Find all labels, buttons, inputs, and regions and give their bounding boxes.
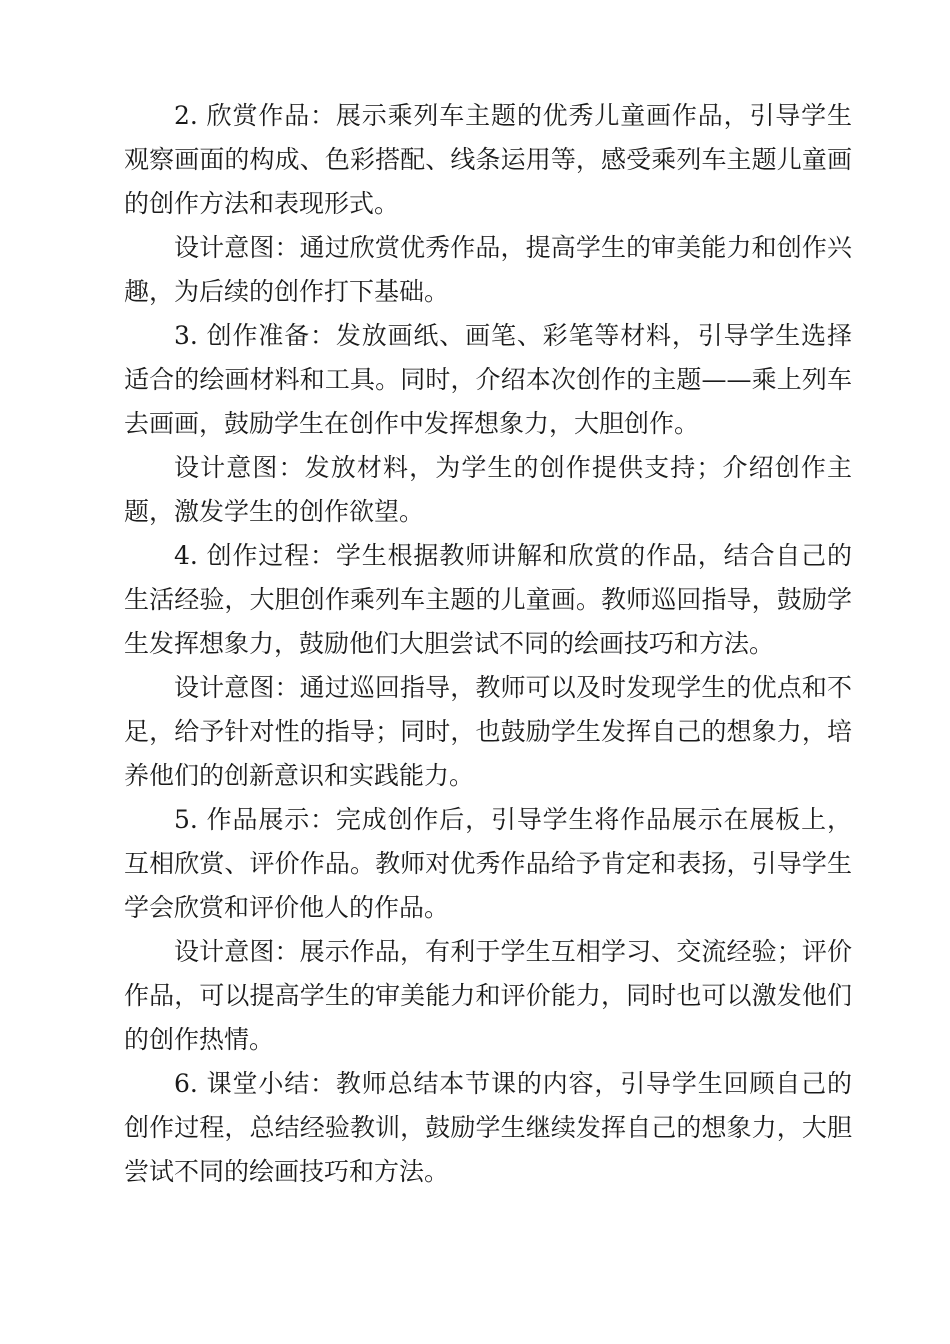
paragraph-design-intent: 设计意图：通过巡回指导，教师可以及时发现学生的优点和不足，给予针对性的指导；同时，也鼓励学生发挥自己的想象力，培养他们的创新意识和实践能力。 xyxy=(124,673,852,790)
paragraph-work-display: 5. 作品展示：完成创作后，引导学生将作品展示在展板上，互相欣赏、评价作品。教师对优秀作品给予肯定和表扬，引导学生学会欣赏和评价他人的作品。 xyxy=(124,805,852,922)
paragraph-design-intent: 设计意图：通过欣赏优秀作品，提高学生的审美能力和创作兴趣，为后续的创作打下基础。 xyxy=(124,233,852,306)
paragraph-design-intent: 设计意图：展示作品，有利于学生互相学习、交流经验；评价作品，可以提高学生的审美能力和评价能力，同时也可以激发他们的创作热情。 xyxy=(124,937,852,1054)
paragraph-appreciate-works: 2. 欣赏作品：展示乘列车主题的优秀儿童画作品，引导学生观察画面的构成、色彩搭配、线条运用等，感受乘列车主题儿童画的创作方法和表现形式。 xyxy=(124,101,852,218)
paragraph-class-summary: 6. 课堂小结：教师总结本节课的内容，引导学生回顾自己的创作过程，总结经验教训，鼓励学生继续发挥自己的想象力，大胆尝试不同的绘画技巧和方法。 xyxy=(124,1069,852,1186)
paragraph-creation-process: 4. 创作过程：学生根据教师讲解和欣赏的作品，结合自己的生活经验，大胆创作乘列车主题的儿童画。教师巡回指导，鼓励学生发挥想象力，鼓励他们大胆尝试不同的绘画技巧和方法。 xyxy=(124,541,852,658)
paragraph-design-intent: 设计意图：发放材料，为学生的创作提供支持；介绍创作主题，激发学生的创作欲望。 xyxy=(124,453,852,526)
paragraph-creation-preparation: 3. 创作准备：发放画纸、画笔、彩笔等材料，引导学生选择适合的绘画材料和工具。同时，介绍本次创作的主题——乘上列车去画画，鼓励学生在创作中发挥想象力，大胆创作。 xyxy=(124,321,852,438)
document-page xyxy=(124,94,852,1194)
